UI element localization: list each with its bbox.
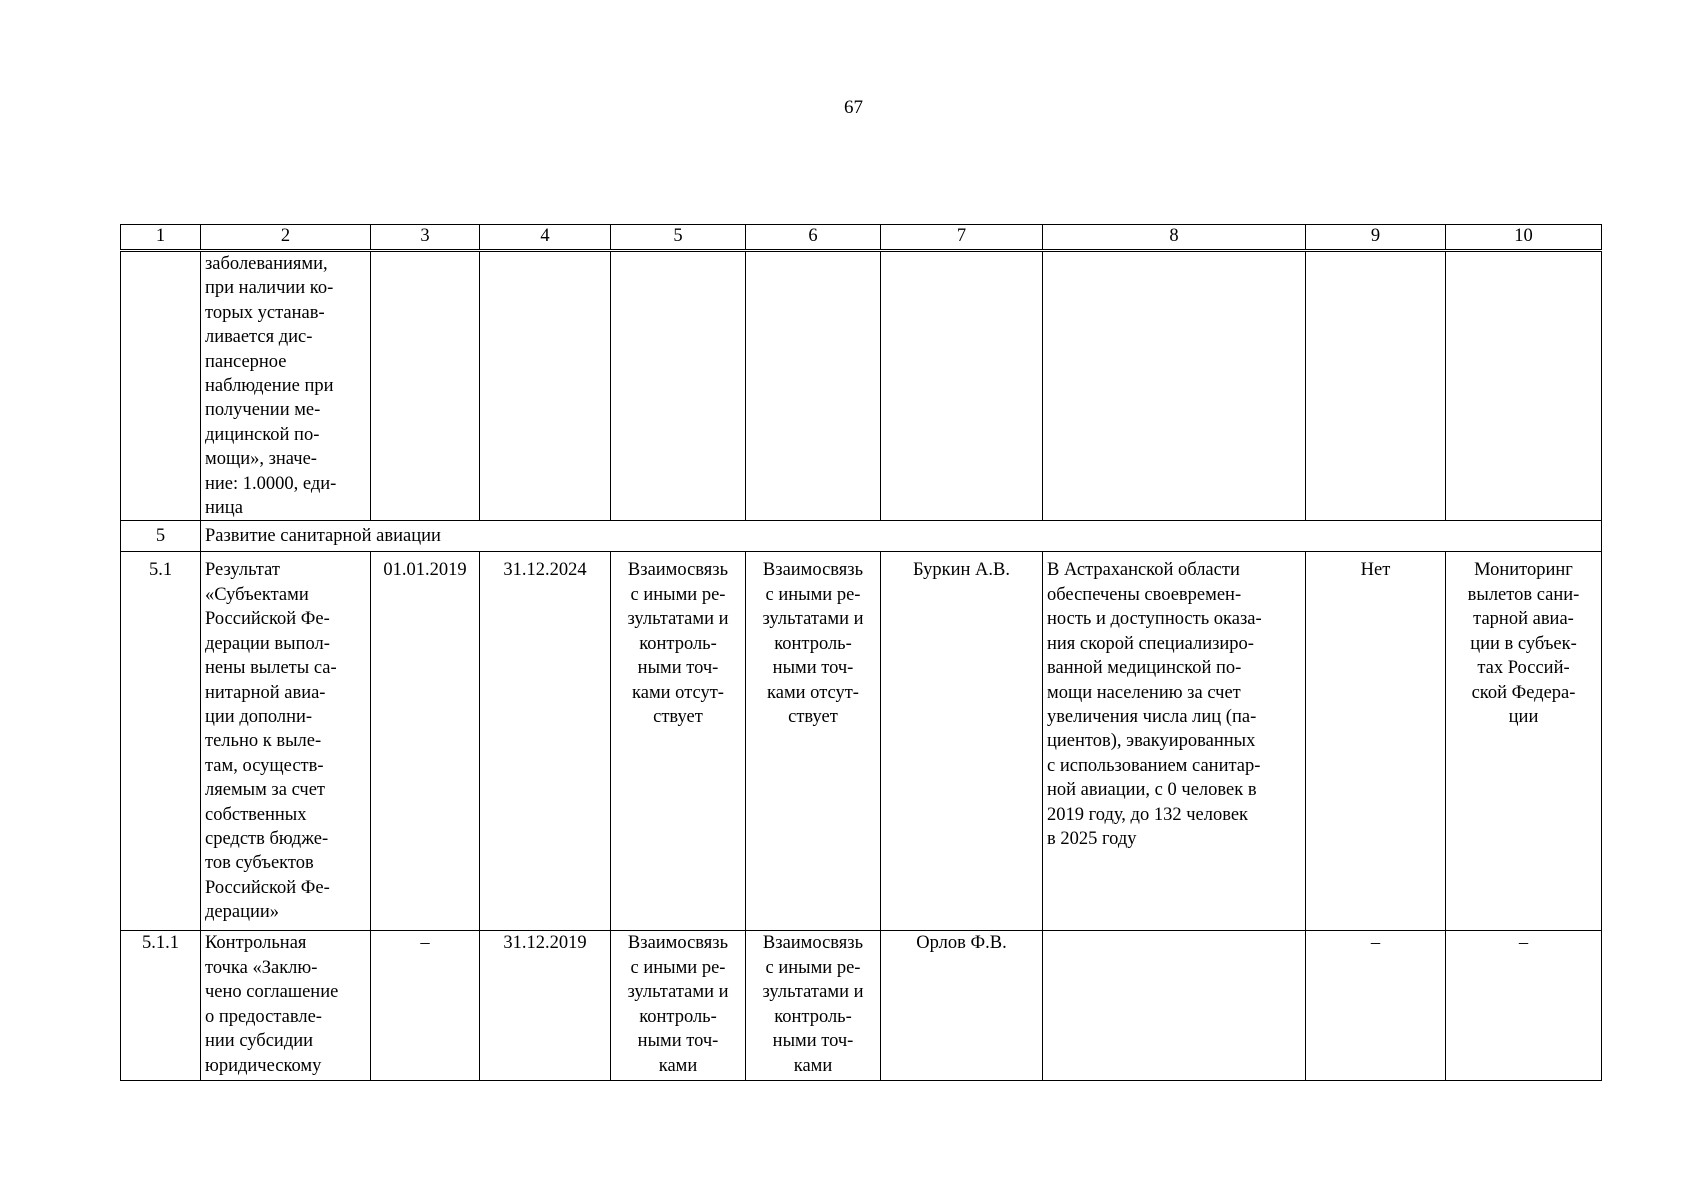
checkpoint-name: Контрольная точка «Заклю- чено соглашение о предоставле- нии субсидии юридическому [201,931,371,1081]
cell-empty [1446,251,1602,521]
relation-cell: Взаимосвязь с иными ре- зультатами и контроль- ными точ- ками [611,931,746,1081]
header-cell: 5 [611,225,746,251]
section-row [121,521,1602,552]
monitoring-cell: Мониторинг вылетов сани- тарной авиа- ции в субъек- тах Россий- ской Федера- ции [1446,552,1602,931]
header-cell: 2 [201,225,371,251]
header-cell: 1 [121,225,201,251]
responsible-person: Буркин А.В. [881,552,1043,931]
cell-empty [746,251,881,521]
start-date: – [371,931,480,1081]
table-row-5-1 [121,552,1602,931]
end-date: 31.12.2024 [480,552,611,931]
start-date: 01.01.2019 [371,552,480,931]
cell-empty [881,251,1043,521]
header-cell: 4 [480,225,611,251]
result-description: В Астраханской области обеспечены своевремен- ность и доступность оказа- ния скорой специализиро- ванной медицинской по- мощи населению за счет увеличения числа лиц (па- циентов), эвакуированных с использованием санитар- ной авиации, с 0 человек в 2019 году, до 132 человек в 2025 году [1043,552,1306,931]
row-number: 5.1.1 [121,931,201,1081]
row-number: 5.1 [121,552,201,931]
cell-empty [371,251,480,521]
header-cell: 8 [1043,225,1306,251]
cell-empty [121,251,201,521]
relation-cell: Взаимосвязь с иными ре- зультатами и контроль- ными точ- ками отсут- ствует [611,552,746,931]
cell-empty [1306,251,1446,521]
section-title: Развитие санитарной авиации [201,521,1602,552]
header-cell: 6 [746,225,881,251]
header-cell: 10 [1446,225,1602,251]
header-row [121,225,1602,251]
cell-empty [611,251,746,521]
result-description [1043,931,1306,1081]
header-cell: 7 [881,225,1043,251]
result-name: Результат «Субъектами Российской Фе- дерации выпол- нены вылеты са- нитарной авиа- ции дополни- тельно к выле- там, осуществ- ляемым за счет собственных средств бюдже- тов субъектов Российской Фе- дерации» [201,552,371,931]
cell-empty [480,251,611,521]
relation-cell: Взаимосвязь с иными ре- зультатами и контроль- ными точ- ками отсут- ствует [746,552,881,931]
responsible-person: Орлов Ф.В. [881,931,1043,1081]
monitoring-cell: – [1446,931,1602,1081]
cell-empty [1043,251,1306,521]
flag-cell: Нет [1306,552,1446,931]
header-cell: 9 [1306,225,1446,251]
table-row-continuation [121,251,1602,521]
plan-table [120,224,1602,1081]
table-row-5-1-1 [121,931,1602,1081]
section-number: 5 [121,521,201,552]
cell-name-continuation: заболеваниями, при наличии ко- торых устанав- ливается дис- пансерное наблюдение при получении ме- дицинской по- мощи», значе- ние: 1.0000, еди- ница [201,251,371,521]
flag-cell: – [1306,931,1446,1081]
page-number: 67 [844,97,863,118]
header-cell: 3 [371,225,480,251]
relation-cell: Взаимосвязь с иными ре- зультатами и контроль- ными точ- ками [746,931,881,1081]
end-date: 31.12.2019 [480,931,611,1081]
